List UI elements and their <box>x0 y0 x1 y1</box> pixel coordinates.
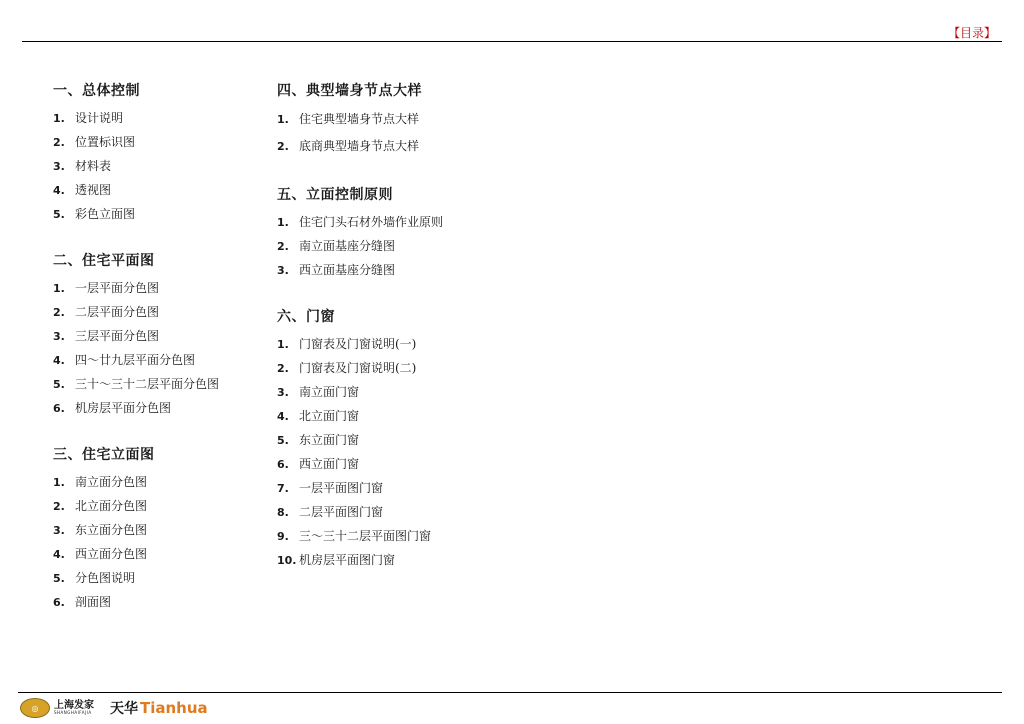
toc-item[interactable]: 6. 西立面门窗 <box>277 457 360 471</box>
toc-item[interactable]: 1. 住宅门头石材外墙作业原则 <box>277 215 444 229</box>
toc-item[interactable]: 9. 三～三十二层平面图门窗 <box>277 529 432 543</box>
toc-item[interactable]: 1. 门窗表及门窗说明(一) <box>277 337 417 351</box>
footer-logos <box>20 697 208 719</box>
toc-item[interactable]: 6. 剖面图 <box>53 595 112 609</box>
toc-item[interactable]: 3. 三层平面分色图 <box>53 329 160 343</box>
toc-item[interactable]: 3. 西立面基座分缝图 <box>277 263 396 277</box>
toc-section <box>277 306 537 572</box>
toc-item[interactable]: 2. 底商典型墙身节点大样 <box>277 139 420 153</box>
footer-divider <box>18 692 1002 693</box>
toc-item[interactable]: 4. 西立面分色图 <box>53 547 148 561</box>
toc-item[interactable]: 3. 南立面门窗 <box>277 385 360 399</box>
toc-section <box>277 184 537 282</box>
section-title: 二、住宅平面图 <box>53 253 155 269</box>
toc-item[interactable]: 4. 北立面门窗 <box>277 409 360 423</box>
toc-item[interactable]: 2. 北立面分色图 <box>53 499 148 513</box>
toc-item[interactable]: 1. 住宅典型墙身节点大样 <box>277 112 420 126</box>
toc-section <box>53 444 263 614</box>
toc-item[interactable]: 2. 南立面基座分缝图 <box>277 239 396 253</box>
toc-item[interactable]: 3. 东立面分色图 <box>53 523 148 537</box>
shanghai-fajia-logo: 上海发家 SHANGHAIFAJIA <box>54 700 94 715</box>
toc-item[interactable]: 6. 机房层平面分色图 <box>53 401 172 415</box>
section-title: 四、典型墙身节点大样 <box>277 83 422 99</box>
toc-item[interactable]: 2. 门窗表及门窗说明(二) <box>277 361 417 375</box>
toc-section <box>277 80 537 160</box>
toc-item[interactable]: 5. 东立面门窗 <box>277 433 360 447</box>
toc-item[interactable]: 7. 一层平面图门窗 <box>277 481 384 495</box>
toc-item[interactable]: 4. 四～廿九层平面分色图 <box>53 353 196 367</box>
toc-item[interactable]: 2. 位置标识图 <box>53 135 136 149</box>
toc-item[interactable]: 5. 分色图说明 <box>53 571 136 585</box>
toc-section <box>53 250 263 420</box>
toc-section <box>53 80 263 226</box>
toc-item[interactable]: 5. 彩色立面图 <box>53 207 136 221</box>
header-divider <box>22 41 1002 42</box>
toc-item[interactable]: 5. 三十～三十二层平面分色图 <box>53 377 220 391</box>
toc-tag[interactable]: 【目录】 <box>947 26 996 40</box>
tianhua-logo-en: Tianhua <box>140 699 208 717</box>
shanghai-fajia-logo-icon: ◎ <box>20 698 50 718</box>
toc-item[interactable]: 8. 二层平面图门窗 <box>277 505 384 519</box>
tianhua-logo-cn: 天华 <box>110 701 138 717</box>
section-title: 一、总体控制 <box>53 83 140 99</box>
toc-column-right <box>277 80 537 596</box>
section-title: 三、住宅立面图 <box>53 447 155 463</box>
toc-item[interactable]: 1. 设计说明 <box>53 111 124 125</box>
toc-item[interactable]: 1. 南立面分色图 <box>53 475 148 489</box>
toc-item[interactable]: 1. 一层平面分色图 <box>53 281 160 295</box>
toc-item[interactable]: 2. 二层平面分色图 <box>53 305 160 319</box>
toc-item[interactable]: 10. 机房层平面图门窗 <box>277 553 396 567</box>
toc-item[interactable]: 3. 材料表 <box>53 159 112 173</box>
section-title: 六、门窗 <box>277 309 335 325</box>
section-title: 五、立面控制原则 <box>277 187 393 203</box>
toc-column-left <box>53 80 263 638</box>
toc-item[interactable]: 4. 透视图 <box>53 183 112 197</box>
